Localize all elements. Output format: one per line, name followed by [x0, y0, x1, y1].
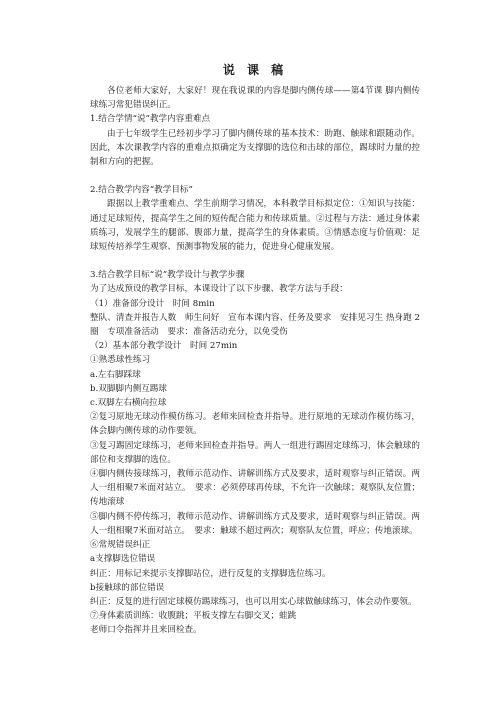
section-3-line: c.双脚左右横向拉球: [90, 398, 167, 409]
section-3-line: 纠正：用标记来提示支撑脚站位，进行反复的支撑脚选位练习。: [90, 568, 331, 579]
section-3-line: ⑦身体素质训练：收腹跳；平板支撑左右脚交叉；蛙跳: [90, 611, 297, 622]
section-3-line: ⑤脚内侧不停传练习，教师示范动作、讲解训练方式及要求，适时观察与纠正错误。两人一组相聚7米面对站立。 要求：触球不超过两次；观察队友位置，呼应；传地滚球。: [90, 511, 420, 536]
spacer: [90, 169, 420, 183]
section-3-line: a.左右脚踩球: [90, 369, 141, 380]
intro-paragraph: 各位老师大家好，大家好！现在我说课的内容是脚内侧传球——第4节课 脚内侧传球练习常犯错误纠正。: [90, 86, 420, 111]
section-1-heading: 1.结合学情“说”教学内容重难点: [90, 114, 211, 125]
section-3-line: b.双脚脚内侧互踢球: [90, 383, 167, 394]
section-3-line: ⑥常规错误纠正: [90, 540, 151, 551]
section-2-heading: 2.结合教学内容“教学目标”: [90, 185, 193, 196]
section-2-text: 跟据以上教学重难点、学生前期学习情况，本科教学目标拟定位：①知识与技能：通过足球短传，提高学生之间的短传配合能力和传球质量。②过程与方法：通过身体素质练习，发展学生的腿部、腹部力量，提高学生的身体素质。③情感态度与价值观：足球短传培养学生观察、预测事物发展的能力，促进身心健康发展。: [90, 199, 420, 253]
section-3-line: a支撑脚选位错误: [90, 554, 156, 565]
section-3-line: ③复习踢固定球练习，老师来回检查并指导。两人一组进行踢固定球练习，体会触球的部位和支撑脚的选位。: [90, 440, 420, 465]
section-3-line: 老师口令指挥并且来回检查。: [90, 625, 202, 636]
document-page: [90, 62, 420, 638]
document-title: 说 课 稿: [222, 63, 288, 77]
spacer: [90, 254, 420, 268]
section-3-line: ④脚内侧传接球练习，教师示范动作、讲解训练方式及要求，适时观察与纠正错误。两人一组相聚7米面对站立。 要求：必须停球再传球，不允许一次触球；观察队友位置；传地滚球: [90, 469, 420, 508]
section-3-line: ②复习原地无球动作模仿练习。老师来回检查并指导。进行原地的无球动作模仿练习，体会脚内侧传球的动作要领。: [90, 412, 420, 437]
section-3-heading: 3.结合教学目标“说”教学设计与教学步骤: [90, 270, 245, 281]
section-3-line: 为了达成预设的教学目标，本课设计了以下步骤、教学方法与手段：: [90, 284, 348, 295]
section-3-line: （2）基本部分教学设计 时间 27min: [90, 341, 238, 352]
section-3-line: 纠正：反复的进行固定球模仿踢球练习，也可以用实心球做触球练习，体会动作要领。: [90, 596, 417, 607]
section-3-line: （1）准备部分设计 时间 8min: [90, 298, 215, 309]
section-3-line: b接触球的部位错误: [90, 582, 165, 593]
section-1-text: 由于七年级学生已经初步学习了脚内侧传球的基本技术：助跑、触球和跟随动作。因此，本次课教学内容的重难点拟确定为支撑脚的选位和击球的部位，踢球时力量的控制和方向的把握。: [90, 128, 420, 168]
section-3-line: 整队、清查并报告人数 师生问好 宣布本课内容、任务及要求 安排见习生 热身跑 2圈 专项准备活动 要求：准备活动充分，以免受伤: [90, 312, 420, 338]
section-3-line: ①熟悉球性练习: [90, 355, 151, 366]
